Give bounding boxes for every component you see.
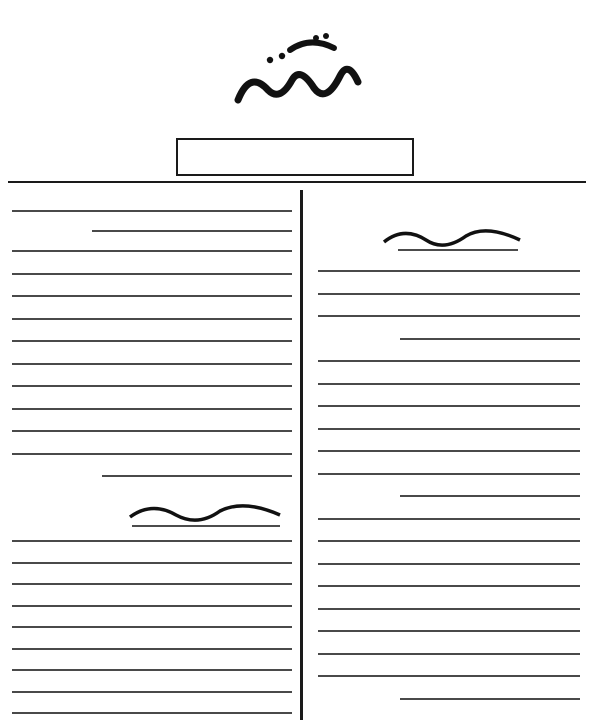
text-line	[318, 383, 580, 385]
text-line	[12, 712, 292, 714]
author-byline	[176, 138, 414, 176]
text-line	[318, 608, 580, 610]
text-line	[12, 648, 292, 650]
text-line	[12, 562, 292, 564]
text-line	[318, 563, 580, 565]
text-line	[318, 293, 580, 295]
text-line	[12, 626, 292, 628]
text-line	[318, 630, 580, 632]
text-line	[12, 540, 292, 542]
text-line	[318, 428, 580, 430]
text-line	[12, 691, 292, 693]
left-section-heading	[124, 497, 286, 529]
text-line	[12, 453, 292, 455]
text-line	[12, 605, 292, 607]
title-calligraphy-icon	[230, 30, 365, 115]
text-line	[12, 363, 292, 365]
text-line	[318, 540, 580, 542]
article-title	[230, 30, 365, 115]
text-line	[12, 385, 292, 387]
text-line	[12, 318, 292, 320]
text-line	[318, 315, 580, 317]
text-line	[318, 653, 580, 655]
text-line	[318, 450, 580, 452]
text-line	[102, 475, 292, 477]
text-line	[12, 669, 292, 671]
text-line	[318, 405, 580, 407]
text-line	[400, 495, 580, 497]
text-line	[318, 675, 580, 677]
text-line	[318, 585, 580, 587]
text-line	[12, 340, 292, 342]
heading-calligraphy-icon	[378, 220, 528, 254]
text-line	[400, 338, 580, 340]
heading-calligraphy-icon	[124, 497, 286, 529]
header-divider	[8, 181, 586, 183]
text-line	[12, 408, 292, 410]
text-line	[318, 360, 580, 362]
text-line	[400, 698, 580, 700]
right-section-heading	[378, 220, 528, 254]
text-line	[318, 518, 580, 520]
text-line	[318, 473, 580, 475]
left-column	[6, 192, 296, 722]
column-divider	[300, 190, 303, 720]
text-line	[12, 295, 292, 297]
text-line	[12, 430, 292, 432]
text-line	[12, 583, 292, 585]
text-line	[12, 210, 292, 212]
right-column	[308, 192, 584, 722]
text-line	[318, 270, 580, 272]
text-line	[92, 230, 292, 232]
text-line	[12, 250, 292, 252]
text-line	[12, 273, 292, 275]
